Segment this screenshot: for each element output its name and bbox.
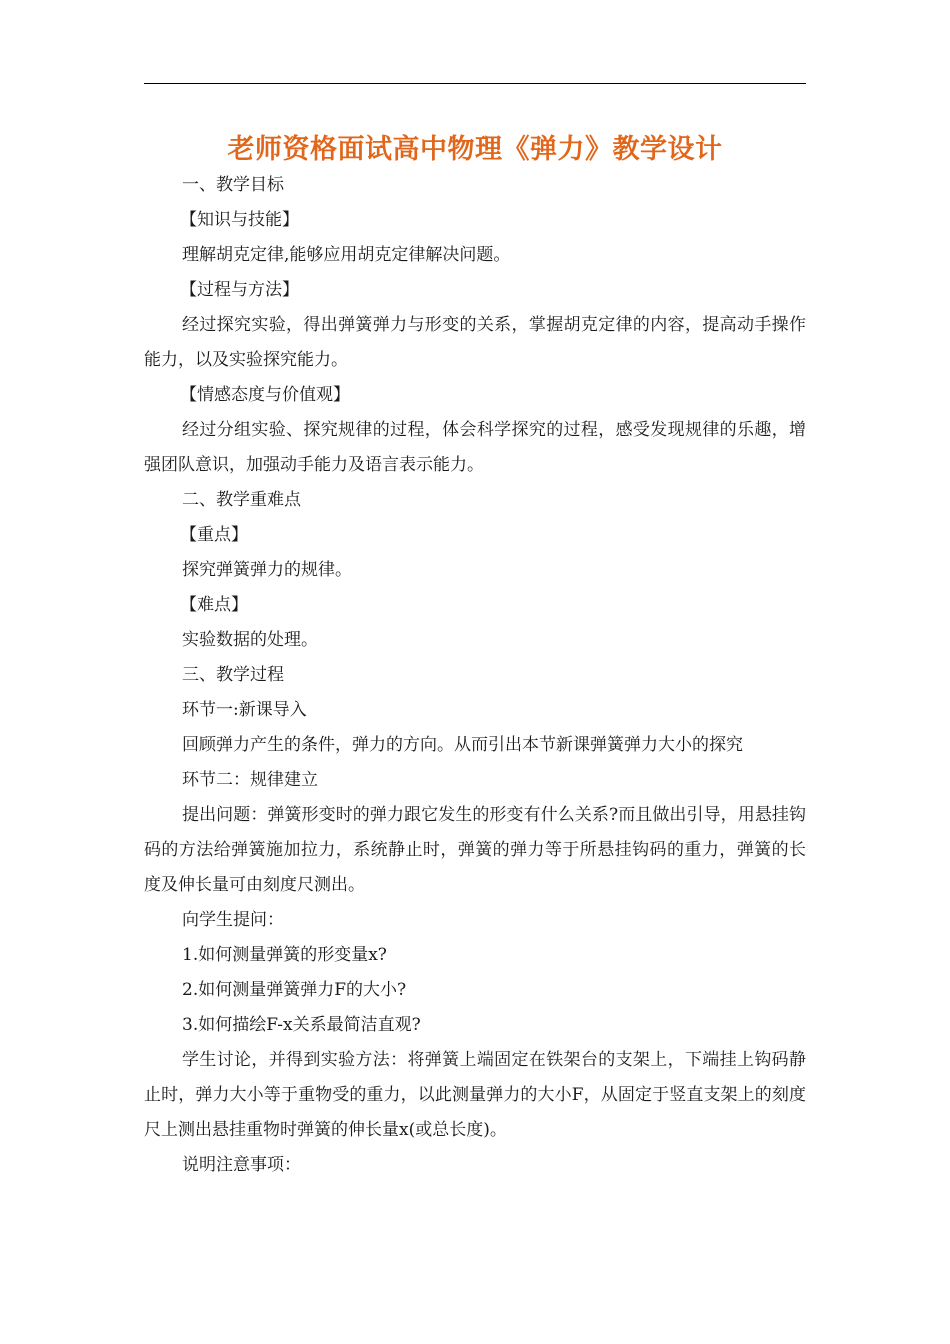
paragraph: 探究弹簧弹力的规律。 — [182, 560, 352, 580]
section-heading: 一、教学目标 — [182, 175, 284, 195]
section-heading: 二、教学重难点 — [182, 490, 301, 510]
paragraph: 回顾弹力产生的条件，弹力的方向。从而引出本节新课弹簧弹力大小的探究 — [182, 735, 743, 755]
paragraph: 经过探究实验，得出弹簧弹力与形变的关系，掌握胡克定律的内容，提高动手操作能力，以及实验探究能力。 — [144, 315, 806, 370]
paragraph: 理解胡克定律,能够应用胡克定律解决问题。 — [182, 245, 511, 265]
subsection-label: 【过程与方法】 — [180, 280, 299, 300]
paragraph: 提出问题：弹簧形变时的弹力跟它发生的形变有什么关系?而且做出引导，用悬挂钩码的方法给弹簧施加拉力，系统静止时，弹簧的弹力等于所悬挂钩码的重力，弹簧的长度及伸长量可由刻度尺测出。 — [144, 805, 806, 895]
section-heading: 三、教学过程 — [182, 665, 284, 685]
paragraph: 环节二：规律建立 — [182, 770, 318, 790]
list-item: 2.如何测量弹簧弹力F的大小? — [182, 980, 407, 1000]
subsection-label: 【情感态度与价值观】 — [180, 385, 350, 405]
header-rule — [144, 83, 806, 84]
paragraph: 说明注意事项： — [182, 1155, 301, 1175]
list-item: 1.如何测量弹簧的形变量x? — [182, 945, 387, 965]
list-item: 3.如何描绘F-x关系最简洁直观? — [182, 1015, 421, 1035]
paragraph: 经过分组实验、探究规律的过程，体会科学探究的过程，感受发现规律的乐趣，增强团队意识，加强动手能力及语言表示能力。 — [144, 420, 806, 475]
paragraph: 环节一:新课导入 — [182, 700, 307, 720]
paragraph: 向学生提问： — [182, 910, 284, 930]
document-body — [144, 168, 806, 1183]
subsection-label: 【难点】 — [180, 595, 248, 615]
subsection-label: 【知识与技能】 — [180, 210, 299, 230]
subsection-label: 【重点】 — [180, 525, 248, 545]
document-title: 老师资格面试高中物理《弹力》教学设计 — [227, 134, 723, 165]
paragraph: 学生讨论，并得到实验方法：将弹簧上端固定在铁架台的支架上，下端挂上钩码静止时，弹力大小等于重物受的重力，以此测量弹力的大小F，从固定于竖直支架上的刻度尺上测出悬挂重物时弹簧的伸长量x(或总长度)。 — [144, 1050, 806, 1140]
paragraph: 实验数据的处理。 — [182, 630, 318, 650]
